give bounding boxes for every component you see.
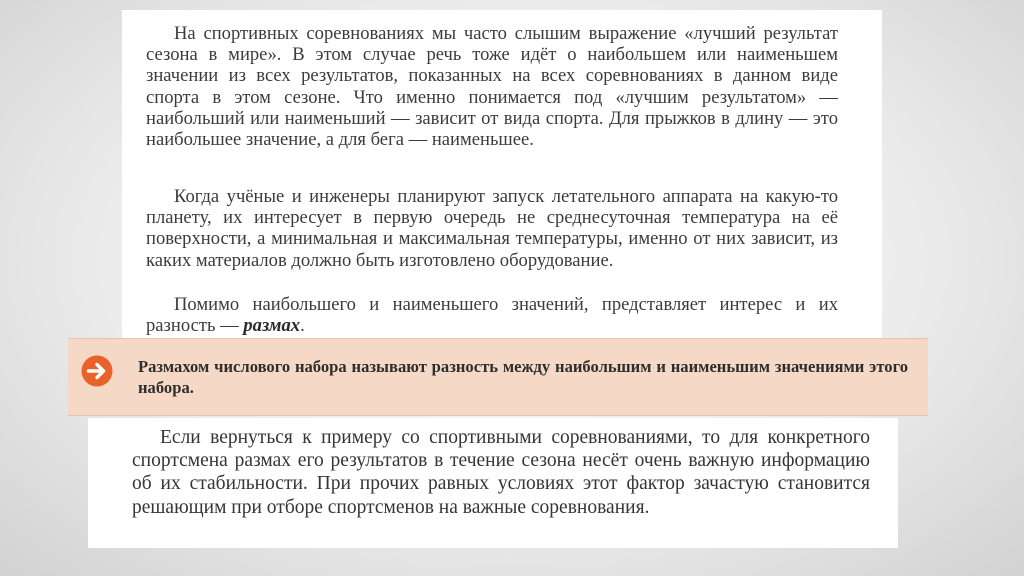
definition-box <box>68 338 928 416</box>
text-panel-top <box>122 10 882 340</box>
text-panel-bottom <box>88 418 898 548</box>
range-intro-text: Помимо наибольшего и наименьшего значений, представляет интерес и их разность — <box>146 294 838 337</box>
arrow-right-circle-icon <box>81 355 113 387</box>
paragraph-range-intro <box>146 294 838 336</box>
range-term: размах <box>243 315 301 337</box>
range-intro-end: . <box>300 315 305 337</box>
paragraph-best-result: На спортивных соревнованиях мы часто слышим выражение «лучший результат сезона в мире». В этом случае речь тоже идёт о наибольшем или наименьшем значении из всех результатов, показанных на всех соревнованиях в данном виде спорта в этом сезоне. Что именно понимается под «лучшим результатом» — наибольший или наименьший — зависит от вида спорта. Для прыжков в длину — это наибольшее значение, а для бега — наименьшее. <box>146 23 838 151</box>
paragraph-planet-temperature: Когда учёные и инженеры планируют запуск летательного аппарата на какую-то планету, их интересует в первую очередь не среднесуточная температура на её поверхности, а минимальная и максимальная температуры, именно от них зависит, из каких материалов должно быть изготовлено оборудование. <box>146 186 838 271</box>
paragraph-sport-stability: Если вернуться к примеру со спортивными соревнованиями, то для конкретного спортсмена размах его результатов в течение сезона несёт очень важную информацию об их стабильности. При прочих равных условиях этот фактор зачастую становится решающим при отборе спортсменов на важные соревнования. <box>132 427 870 518</box>
definition-text: Размахом числового набора называют разность между наибольшим и наименьшим значениями этого набора. <box>138 357 908 397</box>
